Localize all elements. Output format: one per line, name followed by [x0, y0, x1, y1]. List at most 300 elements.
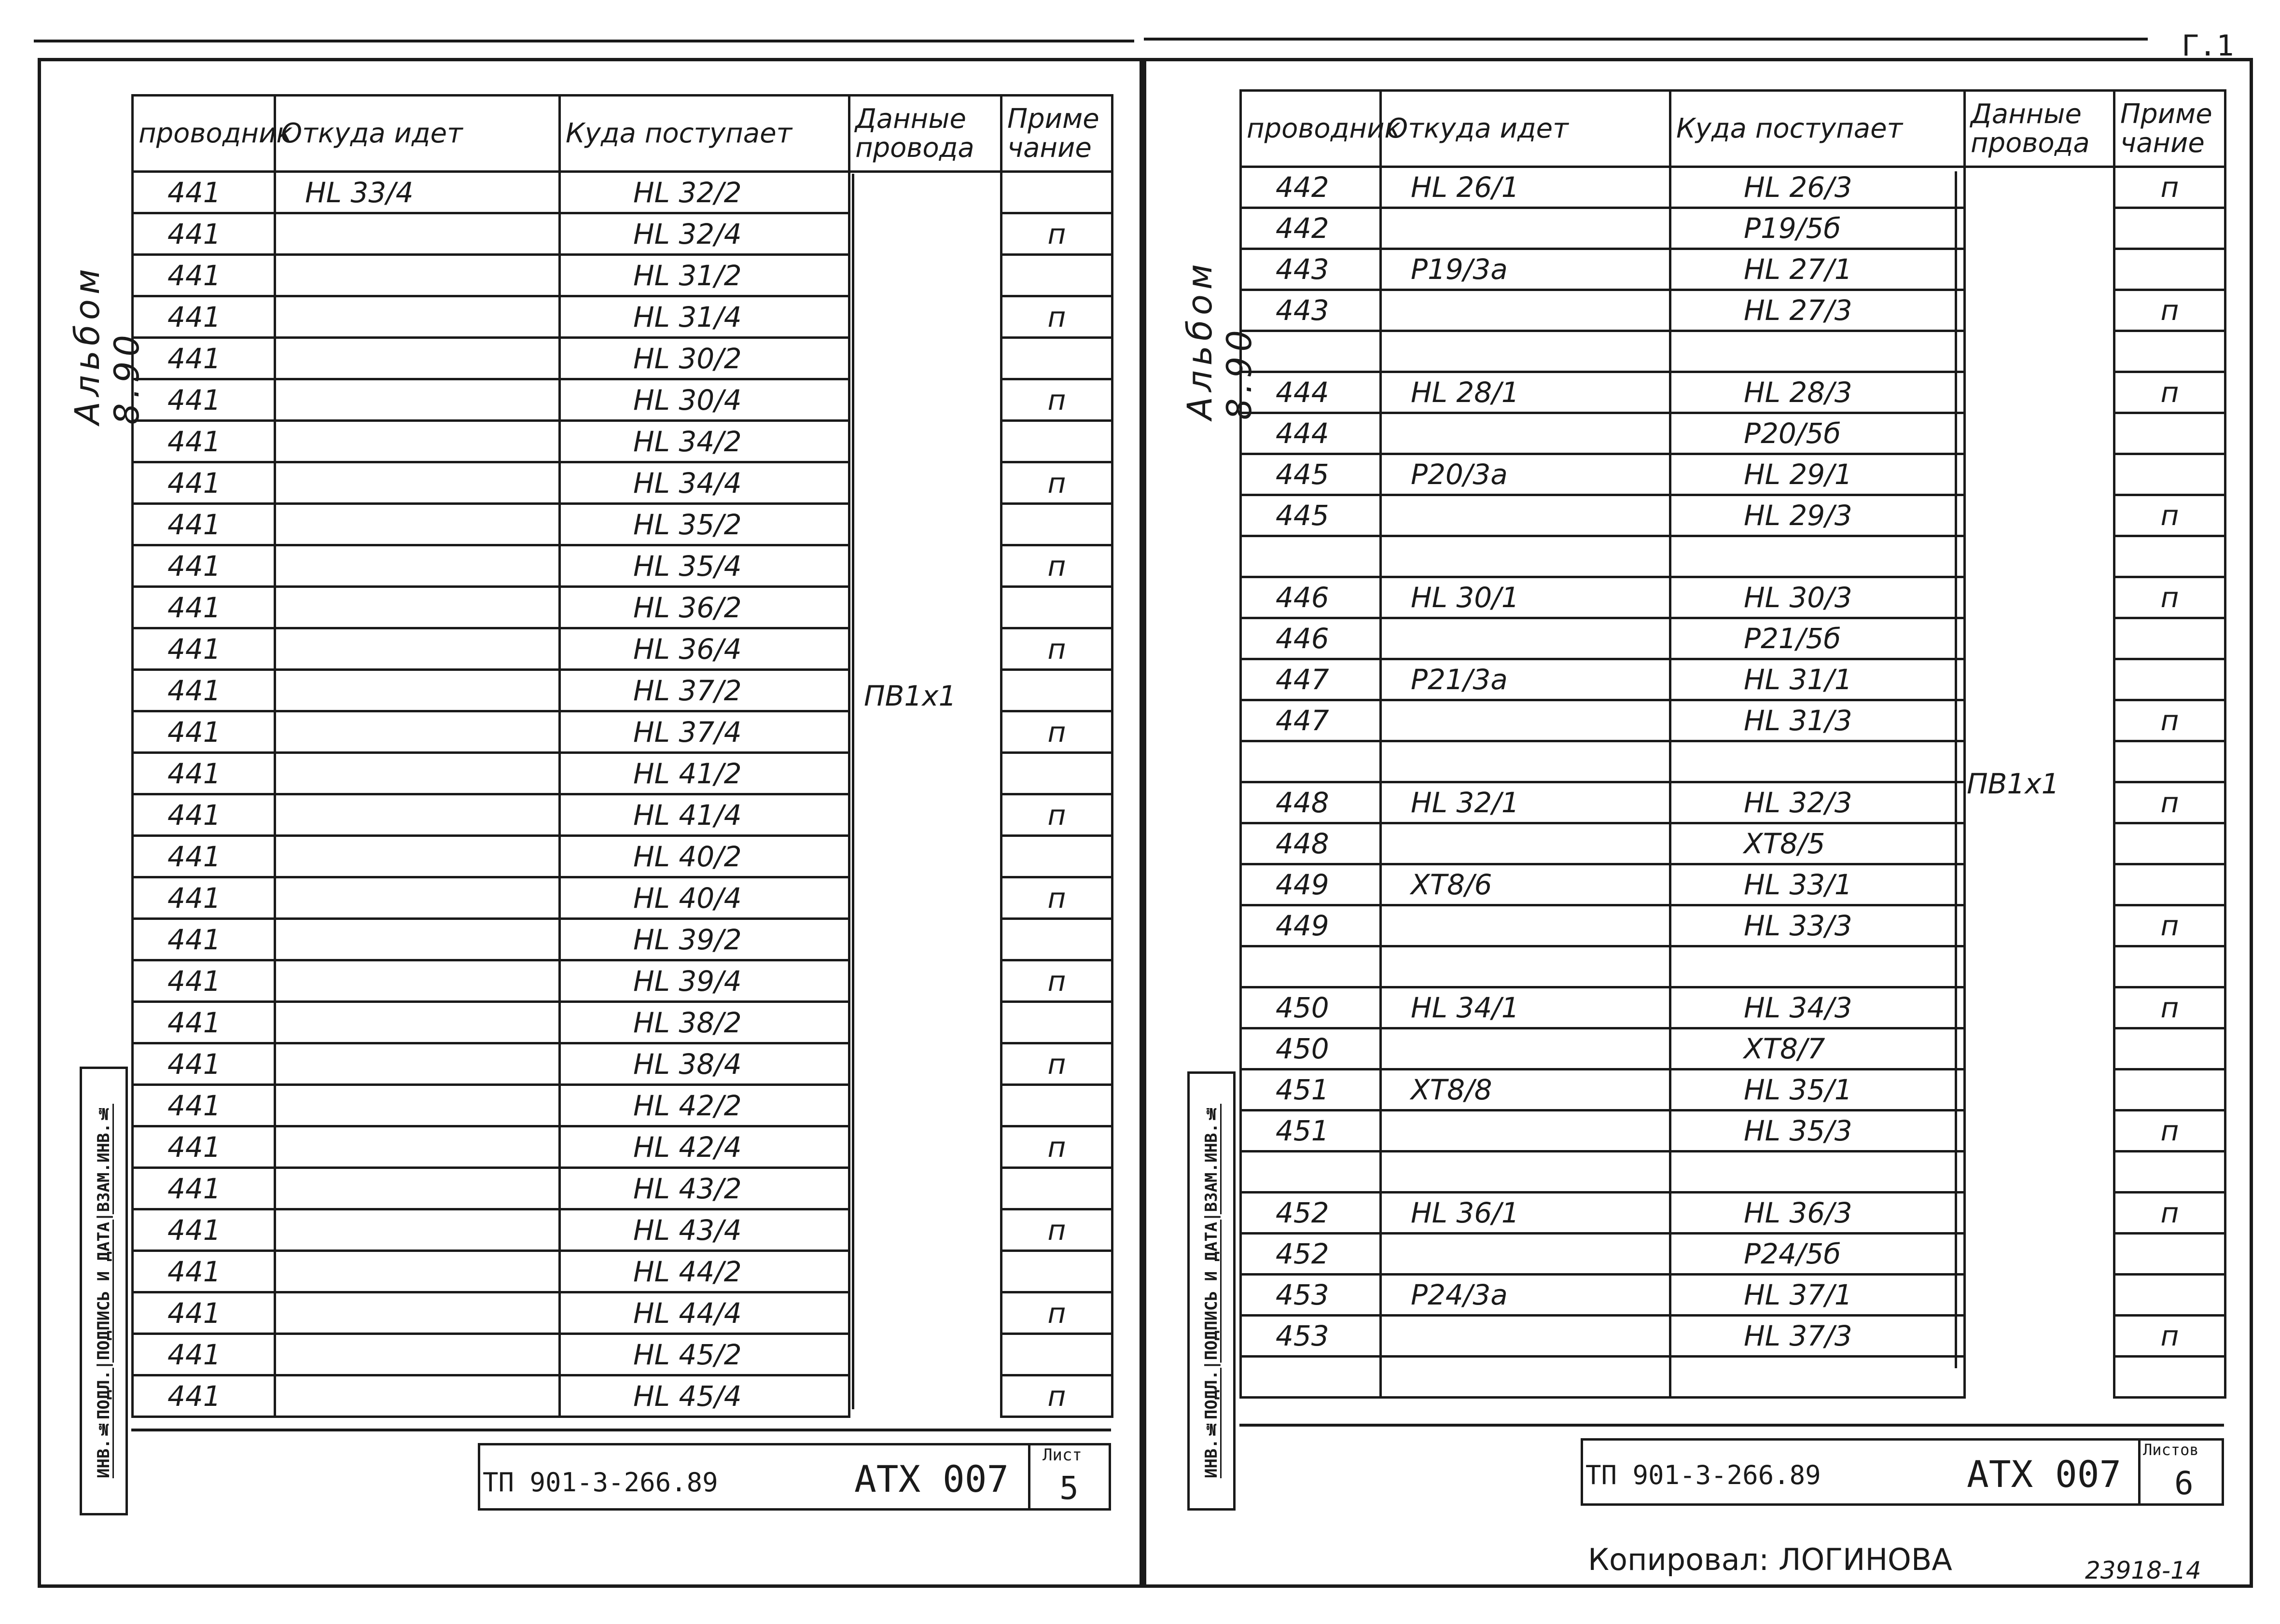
note-cell: п: [2114, 782, 2225, 823]
note-cell: [1001, 1251, 1112, 1292]
to-cell: ХТ8/5: [1670, 823, 1965, 864]
wire-data-cell: [1965, 1152, 2114, 1193]
wire-number-cell: 443: [1241, 290, 1381, 331]
to-cell: HL 32/4: [560, 213, 849, 255]
table-row: [1241, 1357, 2225, 1398]
wire-number-cell: 453: [1241, 1275, 1381, 1316]
wire-data-cell: [849, 919, 1001, 960]
wire-number-cell: 450: [1241, 1028, 1381, 1069]
note-cell: [2114, 618, 2225, 659]
note-cell: [1001, 670, 1112, 711]
to-cell: [1670, 1357, 1965, 1398]
note-cell: [2114, 659, 2225, 700]
to-cell: HL 34/3: [1670, 987, 1965, 1028]
wire-number-cell: 441: [133, 421, 275, 462]
table-row: [1241, 577, 2225, 618]
wire-data-cell: [1965, 331, 2114, 372]
to-cell: [1670, 536, 1965, 577]
wire-data-cell: [1965, 659, 2114, 700]
to-cell: HL 42/2: [560, 1085, 849, 1126]
table-row: [1241, 741, 2225, 782]
table-row: [133, 877, 1112, 919]
to-cell: HL 30/2: [560, 338, 849, 379]
table-row: [133, 172, 1112, 213]
wire-data-cell: [1965, 1234, 2114, 1275]
wire-data-cell: [1965, 618, 2114, 659]
wire-data-cell: [1965, 823, 2114, 864]
from-cell: [275, 213, 560, 255]
from-cell: ХТ8/6: [1381, 864, 1670, 905]
wire-data-cell: [849, 255, 1001, 296]
wire-data-cell: [849, 1334, 1001, 1375]
wire-data-cell: [1965, 208, 2114, 249]
from-cell: [275, 296, 560, 338]
to-cell: HL 33/3: [1670, 905, 1965, 946]
table-row: [1241, 1028, 2225, 1069]
from-cell: [275, 1126, 560, 1168]
wire-number-cell: 441: [133, 877, 275, 919]
wire-number-cell: 444: [1241, 413, 1381, 454]
col-header-to: Куда поступает: [560, 96, 849, 172]
table-row: [1241, 905, 2225, 946]
note-cell: п: [2114, 700, 2225, 741]
wire-data-cell: [849, 1126, 1001, 1168]
to-cell: HL 31/3: [1670, 700, 1965, 741]
wire-number-cell: 441: [133, 1126, 275, 1168]
from-cell: [1381, 823, 1670, 864]
table-row: [133, 1002, 1112, 1043]
to-cell: HL 41/2: [560, 753, 849, 794]
note-cell: п: [1001, 1126, 1112, 1168]
to-cell: HL 29/3: [1670, 495, 1965, 536]
note-cell: [1001, 1334, 1112, 1375]
wire-data-cell: [849, 836, 1001, 877]
table-row: [133, 1334, 1112, 1375]
from-cell: [1381, 536, 1670, 577]
sheet6-wire-table: [1239, 89, 2226, 1399]
wire-data-cell: [849, 172, 1001, 213]
to-cell: HL 36/4: [560, 628, 849, 670]
wire-data-cell: [1965, 1069, 2114, 1110]
table-row: [133, 1292, 1112, 1334]
note-cell: [2114, 1234, 2225, 1275]
from-cell: [1381, 946, 1670, 987]
to-cell: Р19/5б: [1670, 208, 1965, 249]
table-row: [1241, 987, 2225, 1028]
top-rule-left: [34, 40, 1134, 42]
wire-number-cell: 441: [133, 753, 275, 794]
note-cell: [1001, 587, 1112, 628]
to-cell: HL 27/3: [1670, 290, 1965, 331]
note-cell: [2114, 536, 2225, 577]
note-cell: п: [1001, 545, 1112, 587]
from-cell: [275, 379, 560, 421]
from-cell: [275, 1209, 560, 1251]
from-cell: [275, 794, 560, 836]
note-cell: п: [2114, 1193, 2225, 1234]
note-cell: [1001, 1002, 1112, 1043]
from-cell: [275, 1002, 560, 1043]
to-cell: [1670, 946, 1965, 987]
note-cell: п: [2114, 1110, 2225, 1152]
from-cell: [275, 587, 560, 628]
table-row: [133, 545, 1112, 587]
table-row: [133, 421, 1112, 462]
wire-data-cell: [849, 1292, 1001, 1334]
wire-number-cell: [1241, 536, 1381, 577]
sheet6-drawing-code: АТХ 007: [1967, 1453, 2122, 1496]
wire-data-cell: [849, 587, 1001, 628]
from-cell: HL 33/4: [275, 172, 560, 213]
from-cell: ХТ8/8: [1381, 1069, 1670, 1110]
to-cell: HL 30/3: [1670, 577, 1965, 618]
note-cell: п: [1001, 379, 1112, 421]
wire-number-cell: 441: [133, 628, 275, 670]
note-cell: п: [2114, 495, 2225, 536]
to-cell: HL 40/4: [560, 877, 849, 919]
from-cell: [1381, 905, 1670, 946]
archive-code: 23918-14: [2085, 1556, 2201, 1584]
note-cell: п: [1001, 1375, 1112, 1417]
wire-number-cell: 451: [1241, 1110, 1381, 1152]
from-cell: [1381, 1028, 1670, 1069]
to-cell: HL 27/1: [1670, 249, 1965, 290]
note-cell: п: [2114, 290, 2225, 331]
from-cell: [1381, 1152, 1670, 1193]
wire-number-cell: 451: [1241, 1069, 1381, 1110]
table-row: [133, 296, 1112, 338]
table-row: [1241, 1069, 2225, 1110]
table-row: [133, 960, 1112, 1002]
note-cell: п: [1001, 794, 1112, 836]
note-cell: [2114, 249, 2225, 290]
from-cell: [1381, 1316, 1670, 1357]
table-row: [1241, 618, 2225, 659]
note-cell: [2114, 946, 2225, 987]
wire-number-cell: 448: [1241, 782, 1381, 823]
col-header-wire: проводник: [133, 96, 275, 172]
to-cell: [1670, 331, 1965, 372]
wire-number-cell: 449: [1241, 864, 1381, 905]
to-cell: HL 41/4: [560, 794, 849, 836]
to-cell: HL 38/2: [560, 1002, 849, 1043]
col-header-note: Приме чание: [2114, 91, 2225, 167]
note-cell: [2114, 1152, 2225, 1193]
table-row: [133, 379, 1112, 421]
note-cell: п: [1001, 628, 1112, 670]
to-cell: HL 40/2: [560, 836, 849, 877]
wire-number-cell: 441: [133, 960, 275, 1002]
to-cell: HL 35/3: [1670, 1110, 1965, 1152]
wire-data-cell: [1965, 372, 2114, 413]
wire-data-cell: [1965, 987, 2114, 1028]
wire-data-cell: [1965, 536, 2114, 577]
wire-data-cell: [1965, 946, 2114, 987]
to-cell: HL 34/2: [560, 421, 849, 462]
note-cell: [1001, 1085, 1112, 1126]
wire-number-cell: 441: [133, 296, 275, 338]
wire-data-cell: [1965, 1193, 2114, 1234]
note-cell: [2114, 1357, 2225, 1398]
table-row: [133, 1168, 1112, 1209]
table-row: [133, 1251, 1112, 1292]
note-cell: [2114, 823, 2225, 864]
table-row: [1241, 1234, 2225, 1275]
from-cell: [275, 753, 560, 794]
note-cell: п: [2114, 1316, 2225, 1357]
from-cell: [275, 711, 560, 753]
wire-data-cell: [849, 504, 1001, 545]
wire-number-cell: 441: [133, 711, 275, 753]
table-row: [133, 1085, 1112, 1126]
to-cell: Р20/5б: [1670, 413, 1965, 454]
wire-data-cell: [849, 213, 1001, 255]
wire-number-cell: 441: [133, 504, 275, 545]
note-cell: п: [1001, 1209, 1112, 1251]
table-row: [133, 919, 1112, 960]
note-cell: п: [1001, 213, 1112, 255]
from-cell: [275, 421, 560, 462]
wire-data-cell: [849, 1168, 1001, 1209]
sheet6-sheet-label: Листов: [2143, 1441, 2199, 1459]
to-cell: HL 43/4: [560, 1209, 849, 1251]
wire-number-cell: 441: [133, 1292, 275, 1334]
wire-number-cell: 447: [1241, 659, 1381, 700]
note-cell: п: [2114, 905, 2225, 946]
note-cell: [1001, 836, 1112, 877]
to-cell: Р24/5б: [1670, 1234, 1965, 1275]
wire-number-cell: 441: [133, 794, 275, 836]
to-cell: HL 36/3: [1670, 1193, 1965, 1234]
note-cell: п: [1001, 1292, 1112, 1334]
table-row: [133, 1126, 1112, 1168]
from-cell: [1381, 618, 1670, 659]
from-cell: Р21/3а: [1381, 659, 1670, 700]
from-cell: Р19/3а: [1381, 249, 1670, 290]
wire-data-cell: [849, 379, 1001, 421]
wire-data-cell: [1965, 167, 2114, 208]
wire-data-cell: [1965, 495, 2114, 536]
wire-data-cell: [849, 877, 1001, 919]
to-cell: HL 32/2: [560, 172, 849, 213]
wire-data-cell: [849, 1085, 1001, 1126]
from-cell: [1381, 741, 1670, 782]
to-cell: HL 39/2: [560, 919, 849, 960]
side-stamp-left: ИНВ.№ПОДЛ.|ПОДПИСЬ И ДАТА|ВЗАМ.ИНВ.№: [80, 1067, 128, 1515]
wire-number-cell: 441: [133, 1251, 275, 1292]
col-header-from: Откуда идет: [275, 96, 560, 172]
wire-number-cell: 441: [133, 836, 275, 877]
sheet5-titleblock-top: [131, 1429, 1111, 1431]
to-cell: HL 43/2: [560, 1168, 849, 1209]
table-row: [133, 213, 1112, 255]
note-cell: [1001, 338, 1112, 379]
table-row: [1241, 167, 2225, 208]
from-cell: HL 32/1: [1381, 782, 1670, 823]
note-cell: [2114, 864, 2225, 905]
to-cell: HL 37/3: [1670, 1316, 1965, 1357]
wire-number-cell: 441: [133, 1334, 275, 1375]
from-cell: [275, 1375, 560, 1417]
wire-data-cell: [1965, 249, 2114, 290]
wire-number-cell: 441: [133, 172, 275, 213]
to-cell: HL 42/4: [560, 1126, 849, 1168]
table-row: [133, 753, 1112, 794]
note-cell: [1001, 255, 1112, 296]
wire-number-cell: 444: [1241, 372, 1381, 413]
from-cell: [275, 338, 560, 379]
from-cell: [275, 1043, 560, 1085]
table-row: [1241, 208, 2225, 249]
corner-mark: Г.1: [2182, 29, 2234, 63]
sheet6-doc-number: ТП 901-3-266.89: [1585, 1460, 1821, 1490]
to-cell: HL 35/2: [560, 504, 849, 545]
table-row: [133, 670, 1112, 711]
to-cell: [1670, 741, 1965, 782]
wire-number-cell: 441: [133, 462, 275, 504]
from-cell: [275, 836, 560, 877]
wire-data-cell: [849, 1251, 1001, 1292]
note-cell: [2114, 331, 2225, 372]
wire-data-cell: [849, 960, 1001, 1002]
wire-number-cell: 450: [1241, 987, 1381, 1028]
sheet5-spec-label: ПВ1х1: [864, 680, 957, 712]
wire-number-cell: 445: [1241, 454, 1381, 495]
from-cell: [275, 255, 560, 296]
note-cell: [2114, 741, 2225, 782]
from-cell: [275, 1334, 560, 1375]
wire-data-cell: [1965, 1316, 2114, 1357]
wire-data-cell: [1965, 413, 2114, 454]
table-row: [1241, 454, 2225, 495]
from-cell: HL 34/1: [1381, 987, 1670, 1028]
note-cell: [1001, 919, 1112, 960]
table-row: [1241, 823, 2225, 864]
note-cell: п: [1001, 1043, 1112, 1085]
to-cell: HL 29/1: [1670, 454, 1965, 495]
from-cell: [275, 1292, 560, 1334]
sheet5-sheet-label: Лист: [1043, 1445, 1082, 1465]
table-row: [133, 1375, 1112, 1417]
table-row: [1241, 249, 2225, 290]
from-cell: [1381, 1110, 1670, 1152]
from-cell: [275, 1168, 560, 1209]
to-cell: ХТ8/7: [1670, 1028, 1965, 1069]
wire-number-cell: 441: [133, 1043, 275, 1085]
note-cell: п: [1001, 296, 1112, 338]
wire-number-cell: [1241, 741, 1381, 782]
note-cell: [2114, 1275, 2225, 1316]
to-cell: HL 37/4: [560, 711, 849, 753]
sheet6-spec-label: ПВ1х1: [1967, 767, 2059, 800]
to-cell: HL 36/2: [560, 587, 849, 628]
wire-data-cell: [849, 462, 1001, 504]
to-cell: HL 26/3: [1670, 167, 1965, 208]
table-row: [133, 587, 1112, 628]
wire-data-cell: [1965, 905, 2114, 946]
to-cell: HL 35/4: [560, 545, 849, 587]
to-cell: HL 34/4: [560, 462, 849, 504]
wire-number-cell: 441: [133, 919, 275, 960]
from-cell: [1381, 290, 1670, 331]
wire-data-cell: [1965, 1028, 2114, 1069]
copied-by: Копировал: ЛОГИНОВА: [1588, 1542, 1952, 1577]
table-row: [133, 794, 1112, 836]
table-row: [133, 628, 1112, 670]
wire-number-cell: 441: [133, 1168, 275, 1209]
sheet5-doc-number: ТП 901-3-266.89: [483, 1467, 718, 1498]
note-cell: п: [2114, 577, 2225, 618]
table-row: [1241, 1275, 2225, 1316]
to-cell: HL 44/4: [560, 1292, 849, 1334]
table-row: [133, 1209, 1112, 1251]
table-row: [133, 338, 1112, 379]
wire-data-cell: [1965, 454, 2114, 495]
col-header-wire-data: Данные провода: [849, 96, 1001, 172]
sheet5-wire-table: [131, 94, 1113, 1418]
wire-data-cell: [849, 794, 1001, 836]
from-cell: [275, 504, 560, 545]
wire-number-cell: 441: [133, 1002, 275, 1043]
from-cell: [275, 628, 560, 670]
table-row: [133, 1043, 1112, 1085]
wire-number-cell: 453: [1241, 1316, 1381, 1357]
table-row: [133, 462, 1112, 504]
wire-data-cell: [1965, 577, 2114, 618]
album-label-right: Альбом 8.90: [1180, 259, 1259, 420]
sheet5-spec-brace: [852, 174, 854, 1409]
note-cell: п: [1001, 877, 1112, 919]
wire-data-cell: [1965, 864, 2114, 905]
col-header-note: Приме чание: [1001, 96, 1112, 172]
wire-number-cell: 441: [133, 545, 275, 587]
to-cell: HL 45/4: [560, 1375, 849, 1417]
from-cell: HL 28/1: [1381, 372, 1670, 413]
from-cell: [275, 462, 560, 504]
wire-number-cell: 441: [133, 1085, 275, 1126]
from-cell: [275, 545, 560, 587]
sheet5-drawing-code: АТХ 007: [854, 1457, 1009, 1500]
from-cell: [1381, 331, 1670, 372]
note-cell: [2114, 208, 2225, 249]
table-row: [1241, 946, 2225, 987]
note-cell: [1001, 753, 1112, 794]
to-cell: HL 31/1: [1670, 659, 1965, 700]
wire-number-cell: 452: [1241, 1193, 1381, 1234]
wire-data-cell: [849, 421, 1001, 462]
to-cell: HL 30/4: [560, 379, 849, 421]
note-cell: [2114, 1028, 2225, 1069]
wire-number-cell: 447: [1241, 700, 1381, 741]
wire-number-cell: [1241, 331, 1381, 372]
wire-number-cell: 442: [1241, 167, 1381, 208]
table-row: [1241, 1110, 2225, 1152]
table-row: [133, 255, 1112, 296]
table-row: [1241, 536, 2225, 577]
note-cell: п: [1001, 960, 1112, 1002]
to-cell: HL 38/4: [560, 1043, 849, 1085]
wire-number-cell: 452: [1241, 1234, 1381, 1275]
wire-number-cell: 443: [1241, 249, 1381, 290]
wire-data-cell: [849, 1043, 1001, 1085]
wire-data-cell: [849, 753, 1001, 794]
to-cell: HL 31/2: [560, 255, 849, 296]
from-cell: [275, 1085, 560, 1126]
note-cell: п: [2114, 167, 2225, 208]
col-header-from: Откуда идет: [1381, 91, 1670, 167]
table-row: [1241, 659, 2225, 700]
table-row: [133, 504, 1112, 545]
